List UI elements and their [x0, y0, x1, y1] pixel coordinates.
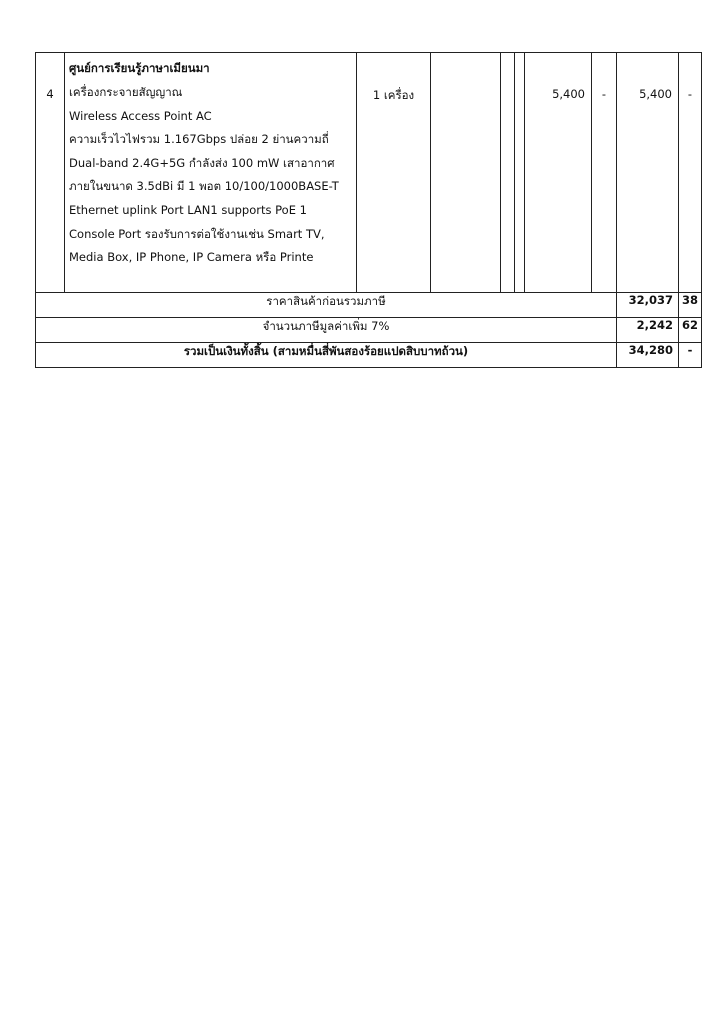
grand-total-satang: -	[679, 343, 702, 368]
description-line: Ethernet uplink Port LAN1 supports PoE 1	[69, 202, 307, 217]
table-row	[36, 53, 702, 293]
items-table	[35, 52, 702, 368]
description-line: Console Port รองรับการต่อใช้งานเช่น Smart TV,	[69, 226, 325, 241]
quotation-table-fragment	[35, 52, 701, 368]
subtotal-satang: 38	[679, 293, 702, 318]
description-line: Dual-band 2.4G+5G กำลังส่ง 100 mW เสาอากาศ	[69, 155, 335, 170]
subtotal-label: ราคาสินค้าก่อนรวมภาษี	[36, 293, 617, 318]
vat-label: จำนวนภาษีมูลค่าเพิ่ม 7%	[36, 318, 617, 343]
unit-price-baht: 5,400	[525, 53, 592, 293]
description-line: ความเร็วไวไฟรวม 1.167Gbps ปล่อย 2 ย่านความถี่	[69, 132, 329, 147]
description-line: ภายในขนาด 3.5dBi มี 1 พอต 10/100/1000BASE-T	[69, 179, 339, 194]
description-line: Media Box, IP Phone, IP Camera หรือ Printe	[69, 250, 314, 265]
item-quantity: 1 เครื่อง	[357, 53, 431, 293]
description-line: เครื่องกระจายสัญญาณ	[69, 85, 183, 99]
empty-cell	[501, 53, 515, 293]
grand-total-label: รวมเป็นเงินทั้งสิ้น (สามหมื่นสี่พันสองร้อยแปดสิบบาทถ้วน)	[36, 343, 617, 368]
description-line: Wireless Access Point AC	[69, 108, 212, 123]
vat-row	[36, 318, 702, 343]
empty-cell	[431, 53, 501, 293]
grand-total-baht: 34,280	[617, 343, 679, 368]
item-number: 4	[36, 53, 65, 293]
item-description	[65, 53, 357, 293]
total-price-satang: -	[679, 53, 702, 293]
empty-cell	[515, 53, 525, 293]
total-price-baht: 5,400	[617, 53, 679, 293]
unit-price-satang: -	[592, 53, 617, 293]
subtotal-baht: 32,037	[617, 293, 679, 318]
vat-baht: 2,242	[617, 318, 679, 343]
grand-total-row	[36, 343, 702, 368]
vat-satang: 62	[679, 318, 702, 343]
subtotal-row	[36, 293, 702, 318]
group-title: ศูนย์การเรียนรู้ภาษาเมียนมา	[69, 61, 210, 75]
